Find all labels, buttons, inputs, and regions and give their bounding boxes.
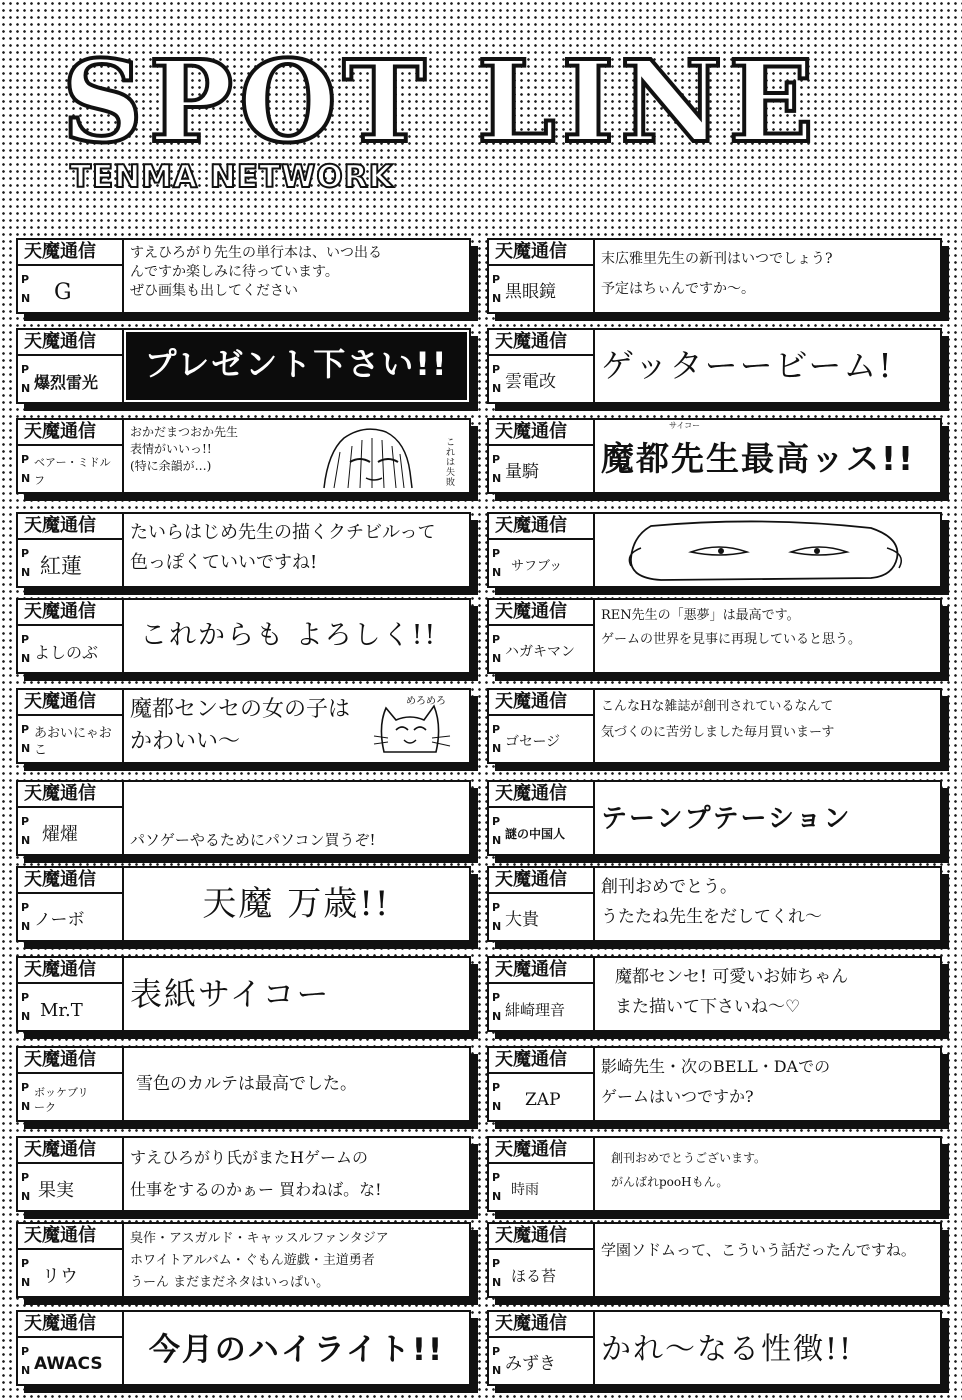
postcard	[487, 1136, 942, 1212]
card-header: 天魔通信	[489, 1224, 595, 1250]
pen-name: 爆烈雷光	[34, 372, 99, 392]
postcard	[487, 512, 942, 588]
card-message: 学園ソドムって、こういう話だったんですね。	[601, 1241, 916, 1259]
card-message: ゲッターービーム!	[601, 346, 894, 385]
postcard	[16, 418, 471, 494]
pen-name-box	[489, 984, 595, 1030]
postcard	[16, 866, 471, 942]
card-header: 天魔通信	[18, 782, 124, 808]
pen-name-box	[489, 1338, 595, 1384]
pen-name-box	[489, 1250, 595, 1296]
card-header: 天魔通信	[18, 868, 124, 894]
pen-name: G	[54, 279, 72, 305]
pn-label: P N	[492, 815, 502, 847]
card-header: 天魔通信	[18, 420, 124, 446]
pen-name: ZAP	[525, 1089, 561, 1110]
postcard	[487, 956, 942, 1032]
pen-name: 謎の中国人	[505, 826, 566, 841]
pen-name: あおいにゃおこ	[34, 726, 112, 758]
card-message: 影崎先生・次のBELL・DAでの ゲームはいつですか?	[601, 1057, 831, 1106]
card-message: 魔都センセの女の子は かわいい〜	[130, 697, 351, 754]
pen-name-box	[18, 540, 124, 586]
girl-sketch	[314, 422, 444, 490]
pen-name: 果実	[38, 1179, 74, 1201]
card-message: パソゲーやるためにパソコン買うぞ!	[130, 831, 376, 849]
pn-label: P N	[492, 453, 502, 485]
pen-name: みずき	[505, 1353, 556, 1374]
pn-label: P N	[21, 1345, 31, 1377]
pn-label: P N	[21, 547, 31, 579]
card-message: 臭作・アスガルド・キャッスルファンタジア ホワイトアルバム・ぐもん遊戯・主道勇者 うーん まだまだネタはいっぱい。	[130, 1231, 389, 1290]
pen-name: ベアー・ミドルフ	[34, 456, 111, 487]
pen-name: リウ	[42, 1265, 78, 1287]
pn-label: P N	[21, 1171, 31, 1203]
card-header: 天魔通信	[18, 1312, 124, 1338]
card-message: こんなHな雑誌が創刊されているなんて 気づくのに苦労しました毎月買いまーす	[601, 699, 835, 740]
card-header: 天魔通信	[489, 690, 595, 716]
pen-name: 時雨	[511, 1181, 539, 1198]
pen-name: AWACS	[34, 1353, 103, 1374]
card-header: 天魔通信	[18, 1224, 124, 1250]
pn-label: P N	[21, 1257, 31, 1289]
card-message: 天魔 万歳!!	[202, 884, 391, 924]
postcard	[487, 688, 942, 764]
pen-name-box	[18, 808, 124, 854]
pen-name: 雲電改	[505, 371, 556, 392]
pen-name-box	[489, 266, 595, 312]
pen-name: ゴセージ	[505, 733, 561, 750]
pn-label: P N	[492, 1171, 502, 1203]
card-header: 天魔通信	[18, 690, 124, 716]
postcard	[16, 780, 471, 856]
pen-name: ノーボ	[34, 909, 85, 930]
card-header: 天魔通信	[489, 782, 595, 808]
postcard	[487, 238, 942, 314]
pn-label: P N	[21, 453, 31, 485]
card-header: 天魔通信	[489, 420, 595, 446]
postcard	[16, 328, 471, 404]
card-message: 雪色のカルテは最高でした。	[136, 1073, 357, 1094]
card-message: これからも よろしく!!	[140, 620, 438, 651]
card-message: 創刊おめでとうございます。 がんばれpooHもん。	[611, 1151, 767, 1189]
postcard	[16, 1222, 471, 1298]
pn-label: P N	[492, 547, 502, 579]
pen-name: 大貴	[505, 909, 539, 930]
pn-label: P N	[492, 723, 502, 755]
pen-name: ほる苔	[511, 1266, 557, 1285]
pen-name: 黒眼鏡	[505, 281, 556, 302]
pn-label: P N	[492, 633, 502, 665]
card-header: 天魔通信	[489, 868, 595, 894]
card-message: 今月のハイライト!!	[148, 1332, 445, 1368]
card-message: 魔都センセ! 可愛いお姉ちゃん また描いて下さいね〜♡	[615, 967, 849, 1017]
pn-label: P N	[21, 633, 31, 665]
card-header: 天魔通信	[18, 1138, 124, 1164]
card-header: 天魔通信	[489, 1312, 595, 1338]
card-message: 末広雅里先生の新刊はいつでしょう? 予定はちぃんですか〜。	[601, 251, 833, 297]
sketch-note: これは失敗	[446, 438, 456, 488]
pn-label: P N	[492, 1081, 502, 1113]
card-header: 天魔通信	[18, 330, 124, 356]
postcard	[487, 598, 942, 674]
postcard	[16, 598, 471, 674]
pen-name-box	[18, 1074, 124, 1120]
pen-name-box	[18, 1338, 124, 1384]
card-message: REN先生の「悪夢」は最高です。 ゲームの世界を見事に再現していると思う。	[601, 608, 862, 647]
postcard	[16, 1136, 471, 1212]
postcard	[487, 866, 942, 942]
pn-label: P N	[492, 273, 502, 305]
pn-label: P N	[492, 901, 502, 933]
card-message: テーンプテーション	[601, 804, 852, 834]
card-message: たいらはじめ先生の描くクチビルって 色っぽくていいですね!	[130, 522, 436, 573]
postcard	[487, 418, 942, 494]
pen-name: 燿燿	[42, 823, 78, 845]
card-message: おかだまつおか先生 表情がいいっ!! (特に余韻が…)	[130, 425, 239, 473]
page-subtitle: TENMA NETWORK	[70, 159, 394, 195]
card-header: 天魔通信	[489, 1138, 595, 1164]
pen-name-box	[18, 894, 124, 940]
card-message: プレゼント下さい!!	[126, 332, 467, 400]
card-header: 天魔通信	[18, 240, 124, 266]
pen-name-box	[18, 266, 124, 312]
pen-name-box	[489, 1164, 595, 1210]
postcard	[487, 1046, 942, 1122]
pen-name: ハガキマン	[505, 643, 575, 660]
card-message: 創刊おめでとう。 うたたね先生をだしてくれ〜	[601, 877, 822, 927]
card-header: 天魔通信	[18, 600, 124, 626]
pen-name: よしのぶ	[34, 642, 99, 662]
pen-name: サフブッ	[511, 558, 563, 574]
postcard	[16, 512, 471, 588]
pen-name-box	[18, 356, 124, 402]
card-header: 天魔通信	[489, 958, 595, 984]
pn-label: P N	[21, 815, 31, 847]
pen-name-box	[489, 626, 595, 672]
card-header: 天魔通信	[18, 514, 124, 540]
pen-name-box	[489, 540, 595, 586]
card-header: 天魔通信	[489, 330, 595, 356]
pen-name: ボッケブリーク	[34, 1086, 89, 1114]
pn-label: P N	[21, 723, 31, 755]
postcard	[16, 688, 471, 764]
postcard	[16, 238, 471, 314]
reading-note: サイコー	[669, 421, 701, 430]
pn-label: P N	[492, 991, 502, 1023]
postcard	[16, 1310, 471, 1386]
pn-label: P N	[492, 1345, 502, 1377]
pen-name-box	[489, 716, 595, 762]
card-header: 天魔通信	[18, 1048, 124, 1074]
sketch-note: めろめろ	[406, 696, 446, 707]
pn-label: P N	[21, 273, 31, 305]
pen-name: 緋崎理音	[505, 1000, 566, 1019]
card-message: 魔都先生最高ッス!!	[601, 439, 916, 478]
pen-name-box	[18, 446, 124, 492]
pen-name-box	[18, 626, 124, 672]
card-message: 表紙サイコー	[130, 975, 331, 1013]
postcard	[487, 1310, 942, 1386]
postcard	[16, 1046, 471, 1122]
card-header: 天魔通信	[489, 1048, 595, 1074]
pen-name: Mr.T	[40, 999, 83, 1021]
pen-name-box	[18, 984, 124, 1030]
pen-name: 量騎	[505, 461, 539, 482]
card-header: 天魔通信	[489, 600, 595, 626]
postcard	[487, 328, 942, 404]
pen-name-box	[489, 446, 595, 492]
pen-name-box	[489, 808, 595, 854]
postcard	[16, 956, 471, 1032]
pen-name-box	[489, 356, 595, 402]
pen-name-box	[489, 1074, 595, 1120]
card-message: かれ〜なる性徴!!	[601, 1332, 854, 1367]
pn-label: P N	[21, 1081, 31, 1113]
card-header: 天魔通信	[18, 958, 124, 984]
pn-label: P N	[21, 991, 31, 1023]
pn-label: P N	[492, 1257, 502, 1289]
card-message: すえひろがり氏がまたHゲームの 仕事をするのかぁー 買わねば。な!	[130, 1148, 382, 1199]
pn-label: P N	[492, 363, 502, 395]
card-message: すえひろがり先生の単行本は、いつ出る んですか楽しみに待っています。 ぜひ画集も出してください	[130, 245, 382, 299]
pen-name-box	[18, 716, 124, 762]
card-header: 天魔通信	[489, 240, 595, 266]
postcard	[487, 1222, 942, 1298]
pen-name: 紅蓮	[40, 553, 82, 578]
pen-name-box	[18, 1250, 124, 1296]
pn-label: P N	[21, 363, 31, 395]
pen-name-box	[18, 1164, 124, 1210]
postcard	[487, 780, 942, 856]
pen-name-box	[489, 894, 595, 940]
pn-label: P N	[21, 901, 31, 933]
card-header: 天魔通信	[489, 514, 595, 540]
page-title: SPOT LINE	[62, 37, 820, 168]
face-sketch	[601, 518, 931, 584]
